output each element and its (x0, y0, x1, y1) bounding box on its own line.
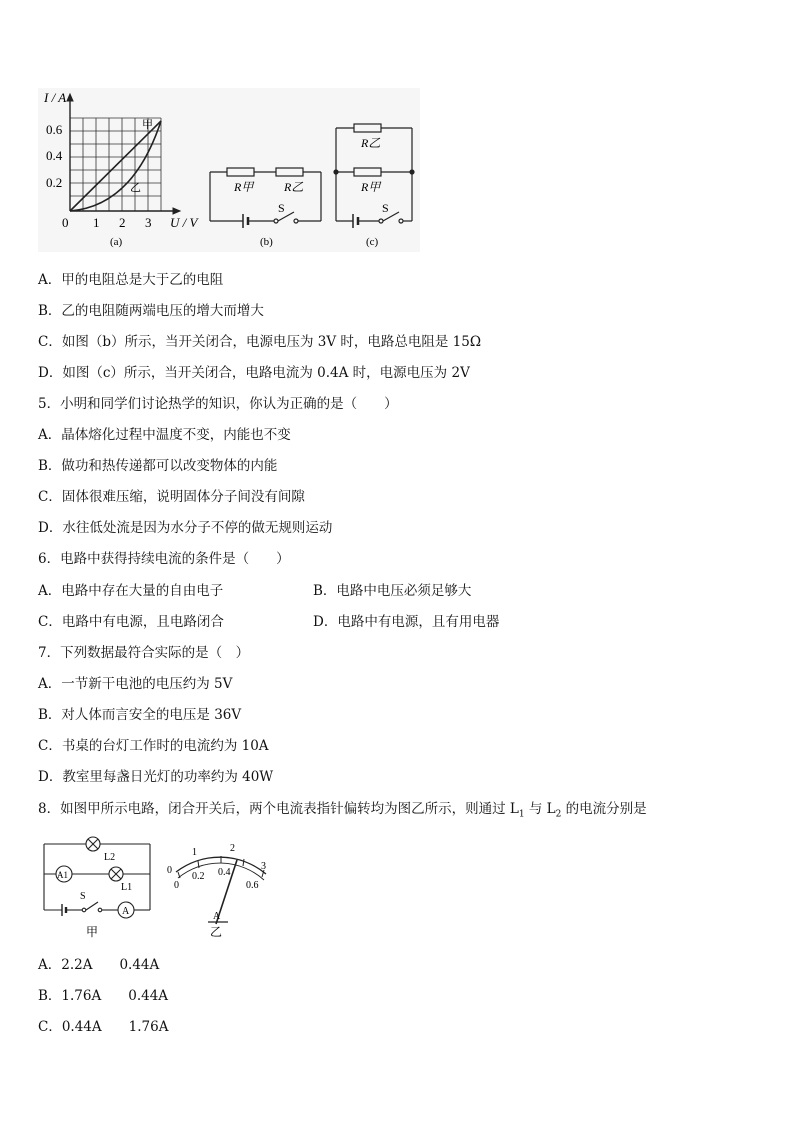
curve-label-yi: 乙 (130, 182, 141, 194)
circuit-c-r2: R甲 (361, 180, 381, 194)
curve-label-jia: 甲 (142, 119, 153, 131)
graph-y-tick: 0.2 (46, 175, 63, 190)
q6-option-c: C．电路中有电源，且电路闭合 (38, 614, 224, 630)
circuit-c-caption: (c) (366, 236, 379, 248)
dial-unit: A (213, 911, 221, 922)
dial-outer-3: 3 (261, 861, 266, 872)
circuit-c-switch: S (382, 201, 389, 215)
dial-outer-0: 0 (167, 865, 172, 876)
q7-option-b: B．对人体而言安全的电压是 36V (38, 707, 242, 723)
figure-1 (38, 88, 420, 252)
graph-x-tick: 3 (145, 215, 152, 230)
q8-stem-sub1: 1 (518, 809, 525, 820)
graph-x-label: U / V (170, 215, 198, 230)
q5-option-a: A．晶体熔化过程中温度不变，内能也不变 (38, 427, 291, 443)
q8-stem-part1: 8．如图甲所示电路，闭合开关后，两个电流表指针偏转均为图乙所示，则通过 L (38, 801, 519, 817)
circuit-jia-switch: S (80, 891, 86, 902)
q6-option-a: A．电路中存在大量的自由电子 (38, 583, 224, 599)
circuit-b-switch: S (278, 201, 285, 215)
q5-option-c: C．固体很难压缩，说明固体分子间没有间隙 (38, 489, 305, 505)
q7-option-d: D．教室里每盏日光灯的功率约为 40W (38, 769, 274, 785)
graph-y-label: I / A (44, 90, 67, 105)
q8-stem-sub2: 2 (555, 809, 562, 820)
figure-q8-svg (38, 832, 274, 942)
q7-option-c: C．书桌的台灯工作时的电流约为 10A (38, 738, 269, 754)
q8-option-c: C．0.44A 1.76A (38, 1019, 169, 1035)
graph-x-tick: 1 (93, 215, 100, 230)
dial-inner-0: 0 (174, 880, 179, 891)
q5-option-b: B．做功和热传递都可以改变物体的内能 (38, 458, 278, 474)
circuit-jia-a: A (122, 906, 130, 917)
figure-q8 (38, 832, 274, 942)
circuit-jia-l2: L2 (104, 852, 116, 863)
dial-inner-0-4: 0.4 (218, 867, 231, 878)
circuit-b-caption: (b) (260, 236, 273, 248)
q8-option-b: B．1.76A 0.44A (38, 988, 169, 1004)
circuit-b-r1: R甲 (234, 180, 254, 194)
circuit-c-r1: R乙 (361, 136, 381, 150)
q8-stem (38, 800, 647, 824)
figure-1-svg (38, 88, 420, 252)
q7-option-a: A．一节新干电池的电压约为 5V (38, 676, 233, 692)
graph-x-tick: 0 (62, 215, 69, 230)
dial-outer-2: 2 (230, 843, 235, 854)
q4-option-a: A．甲的电阻总是大于乙的电阻 (38, 272, 224, 288)
dial-caption: 乙 (210, 925, 223, 939)
q5-stem: 5．小明和同学们讨论热学的知识，你认为正确的是（ ） (38, 396, 398, 412)
circuit-jia-l1: L1 (121, 882, 133, 893)
q8-stem-part2: 与 L (524, 801, 556, 817)
q4-option-c: C．如图（b）所示，当开关闭合，电源电压为 3V 时，电路总电阻是 15Ω (38, 334, 482, 350)
q8-option-a: A．2.2A 0.44A (38, 957, 160, 973)
graph-y-tick: 0.4 (46, 148, 63, 163)
dial-outer-1: 1 (192, 847, 197, 858)
q5-option-d: D．水往低处流是因为水分子不停的做无规则运动 (38, 520, 333, 536)
q6-option-d: D．电路中有电源，且有用电器 (313, 614, 500, 630)
q4-option-d: D．如图（c）所示，当开关闭合，电路电流为 0.4A 时，电源电压为 2V (38, 365, 470, 381)
q8-stem-part3: 的电流分别是 (561, 801, 647, 817)
dial-inner-0-2: 0.2 (192, 871, 205, 882)
q7-stem: 7．下列数据最符合实际的是（ ） (38, 645, 250, 661)
circuit-jia-caption: 甲 (86, 925, 99, 939)
graph-x-tick: 2 (119, 215, 126, 230)
q6-stem: 6．电路中获得持续电流的条件是（ ） (38, 551, 290, 567)
graph-y-tick: 0.6 (46, 122, 63, 137)
circuit-jia-a1: A1 (57, 870, 68, 880)
dial-inner-0-6: 0.6 (246, 880, 259, 891)
q6-option-b: B．电路中电压必须足够大 (313, 583, 472, 599)
graph-caption: (a) (110, 236, 123, 248)
q4-option-b: B．乙的电阻随两端电压的增大而增大 (38, 303, 264, 319)
circuit-b-r2: R乙 (284, 180, 304, 194)
